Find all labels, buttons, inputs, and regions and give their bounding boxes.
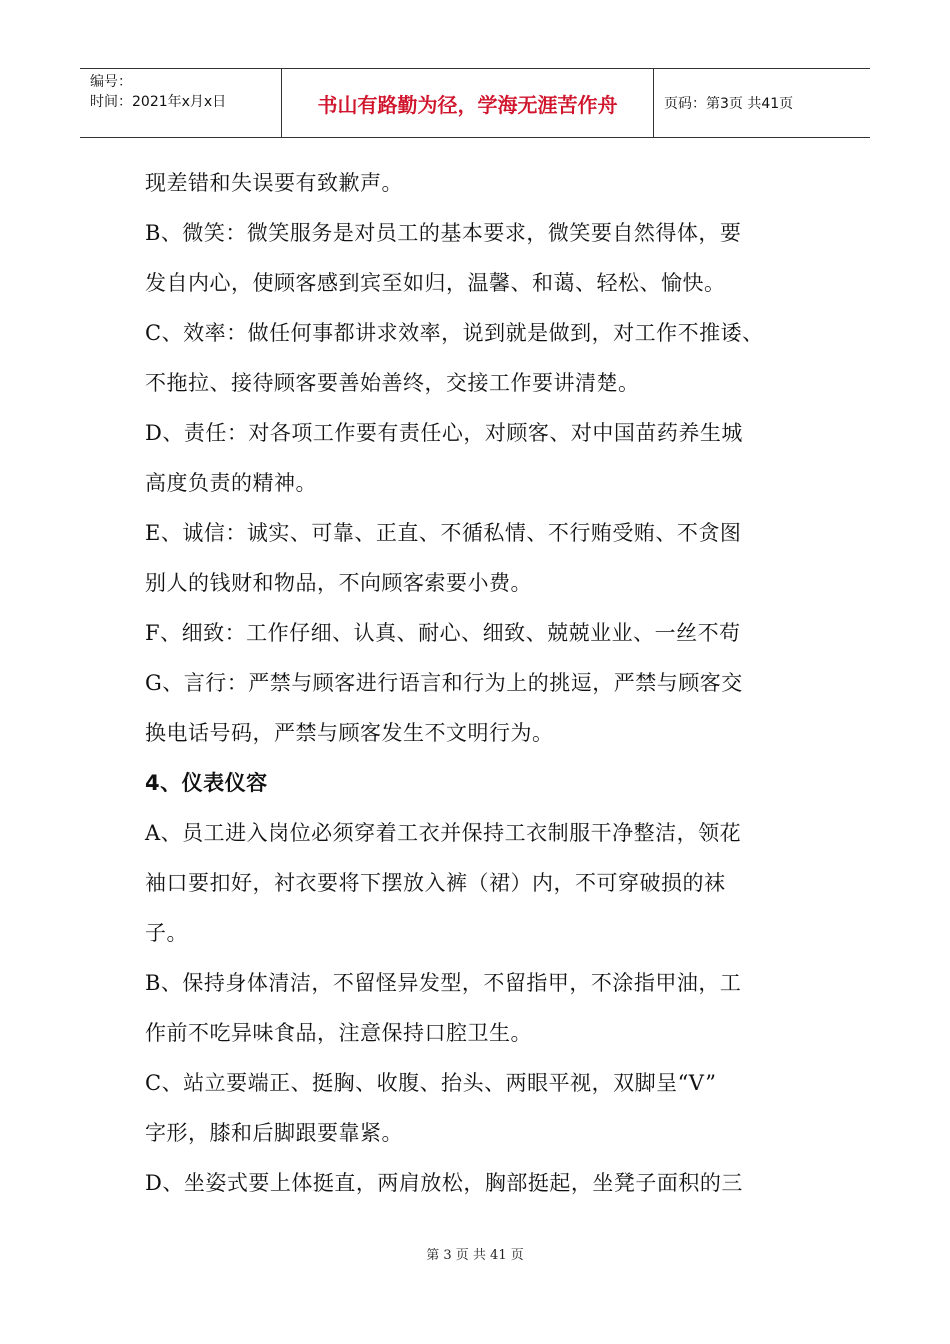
text-line: 发自内心，使顾客感到宾至如归，温馨、和蔼、轻松、愉快。 [145,271,726,295]
text-line: G、言行：严禁与顾客进行语言和行为上的挑逗，严禁与顾客交 [145,671,743,695]
text-line: E、诚信：诚实、可靠、正直、不循私情、不行贿受贿、不贪图 [145,521,742,545]
text-line: 别人的钱财和物品，不向顾客索要小费。 [145,571,532,595]
text-line: B、保持身体清洁，不留怪异发型，不留指甲，不涂指甲油，工 [145,971,742,995]
text-line: D、责任：对各项工作要有责任心，对顾客、对中国苗药养生城 [145,421,743,445]
document-time-label: 时间：2021年x月x日 [90,94,227,110]
page-footer: 第 3 页 共 41 页 [426,1248,524,1263]
text-line: C、效率：做任何事都讲求效率，说到就是做到，对工作不推诿、 [145,321,764,345]
text-line: 现差错和失误要有致歉声。 [145,171,403,195]
text-line: B、微笑：微笑服务是对员工的基本要求，微笑要自然得体，要 [145,221,742,245]
text-line: 高度负责的精神。 [145,471,317,495]
text-line: C、站立要端正、挺胸、收腹、抬头、两眼平视，双脚呈“V” [145,1071,717,1095]
text-line: F、细致：工作仔细、认真、耐心、细致、兢兢业业、一丝不苟 [145,621,741,645]
document-body [145,158,835,1208]
text-line: 字形，膝和后脚跟要靠紧。 [145,1121,403,1145]
page-header [80,68,870,138]
document-number-label: 编号： [90,74,132,90]
header-motto: 书山有路勤为径，学海无涯苦作舟 [282,69,654,137]
header-meta [80,69,282,137]
text-line: 袖口要扣好，衬衣要将下摆放入裤（裙）内，不可穿破损的袜 [145,871,726,895]
text-line: 子。 [145,921,188,945]
text-line: D、坐姿式要上体挺直，两肩放松，胸部挺起，坐凳子面积的三 [145,1171,743,1195]
text-line: 作前不吃异味食品，注意保持口腔卫生。 [145,1021,532,1045]
header-page-info: 页码：第3页 共41页 [664,96,794,112]
text-line: 不拖拉、接待顾客要善始善终，交接工作要讲清楚。 [145,371,640,395]
section-heading: 4、仪表仪容 [145,771,268,795]
text-line: A、员工进入岗位必须穿着工衣并保持工衣制服干净整洁，领花 [145,821,742,845]
text-line: 换电话号码，严禁与顾客发生不文明行为。 [145,721,554,745]
